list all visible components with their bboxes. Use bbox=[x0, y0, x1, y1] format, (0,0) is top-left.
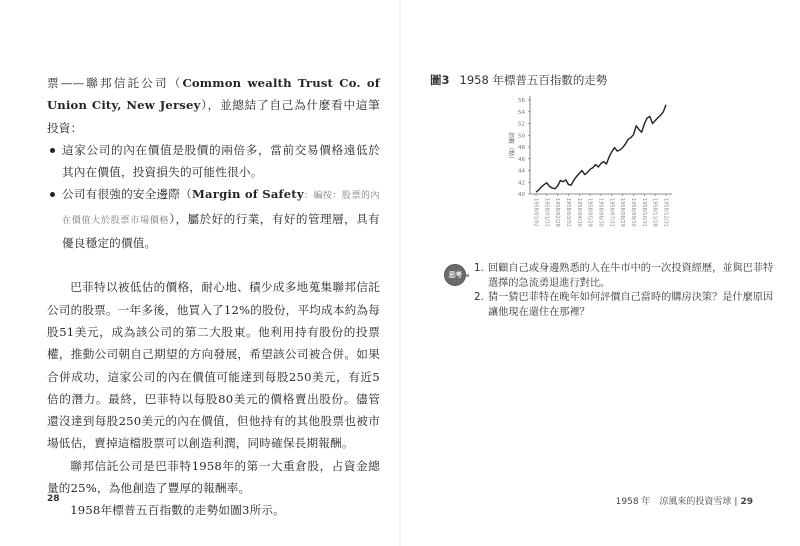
intro-text: 票——聯邦信託公司（ bbox=[47, 76, 183, 90]
question-text: 回顧自己或身邊熟悉的人在牛市中的一次投資經歷，並與巴菲特選擇的急流勇退進行對比。 bbox=[488, 263, 774, 289]
intro-paragraph bbox=[47, 72, 380, 139]
page-number-left: 28 bbox=[47, 494, 60, 504]
bullet-prefix: 公司有很強的安全邊際（ bbox=[62, 187, 193, 202]
y-axis-label: 指數（點） bbox=[507, 131, 514, 163]
intro-latin: Common wealth Trust Co. of Union City, New Jersey bbox=[47, 76, 380, 113]
think-badge-icon: 思考 bbox=[444, 264, 466, 286]
sp500-line bbox=[536, 105, 666, 193]
bullet-text: 這家公司的內在價值是股價的兩倍多，當前交易價格遠低於其內在價值，投資損失的可能性很小。 bbox=[62, 142, 380, 180]
y-tick-label: 54 bbox=[518, 109, 525, 116]
paragraph-gap bbox=[47, 254, 380, 276]
x-tick-label: 1958/11/28 bbox=[651, 198, 658, 227]
body-paragraph: 巴菲特以被低估的價格，耐心地、積少成多地蒐集聯邦信託公司的股票。一年多後，他買入了12%的股份，平均成本約為每股51美元，成為該公司的第二大股東。他利用持有股份的投票權，推動公司朝自己期望的方向發展，希望該公司被合併。如果合併成功，這家公司的內在價值可能達到每股250美元，有近5倍的潛力。最終，巴菲特以每股80美元的價格賣出股份。儘管還沒達到每股250美元的內在價值，但他持有的其他股票也被市場低估，賣掉這檔股票可以創造利潤，同時確保長期報酬。 bbox=[47, 280, 381, 451]
x-tick-label: 1958/02/28 bbox=[554, 198, 561, 227]
x-tick-label: 1958/03/31 bbox=[565, 198, 571, 227]
question-text: 猜一猜巴菲特在晚年如何評價自己當時的購房決策？是什麼原因讓他現在還住在那裡？ bbox=[488, 292, 774, 318]
figure-number: 圖3 bbox=[430, 73, 450, 87]
think-questions bbox=[474, 262, 774, 320]
x-tick-label: 1958/06/30 bbox=[597, 198, 604, 227]
sp500-line-chart bbox=[500, 92, 680, 252]
bullet-latin: Margin of Safety bbox=[192, 187, 304, 202]
body-paragraph: 1958年標普五百指數的走勢如圖3所示。 bbox=[70, 503, 285, 518]
y-tick-label: 46 bbox=[518, 156, 525, 163]
intro-tail: ），並總結了自己為什麼看中這筆投資： bbox=[47, 98, 380, 135]
question-item bbox=[474, 291, 774, 320]
question-number: 2. bbox=[474, 292, 484, 303]
editor-note: ：編按：股票的內在價值大於股票市場價格 bbox=[62, 191, 380, 226]
x-tick-label: 1958/07/31 bbox=[608, 198, 615, 227]
y-tick-label: 40 bbox=[518, 192, 525, 198]
bullet-suffix: ），屬於好的行業，有好的管理層，具有優良穩定的價值。 bbox=[62, 211, 380, 251]
left-page-body bbox=[47, 72, 380, 522]
body-paragraph: 聯邦信託公司是巴菲特1958年的第一大重倉股，占資金總量的25%，為他創造了豐厚的報酬率。 bbox=[47, 458, 380, 496]
footer-separator: | bbox=[734, 497, 738, 507]
x-tick-label: 1958/10/31 bbox=[640, 198, 647, 227]
bullet-item bbox=[47, 139, 380, 184]
x-tick-label: 1958/01/02 bbox=[532, 198, 539, 227]
figure-caption bbox=[430, 72, 607, 88]
chapter-title: 1958 年 涼風來的投資雪球 bbox=[615, 497, 732, 507]
x-tick-label: 1958/12/31 bbox=[662, 198, 669, 227]
y-tick-label: 44 bbox=[518, 168, 525, 175]
y-tick-label: 42 bbox=[518, 180, 525, 187]
question-number: 1. bbox=[474, 263, 484, 274]
x-tick-label: 1958/05/29 bbox=[586, 198, 593, 227]
y-tick-label: 56 bbox=[518, 98, 525, 104]
right-page bbox=[400, 0, 800, 546]
bullet-item bbox=[47, 183, 380, 254]
reasons-list bbox=[47, 139, 380, 254]
page-number-right: 29 bbox=[740, 497, 753, 507]
y-tick-label: 50 bbox=[518, 133, 525, 140]
x-tick-label: 1958/09/30 bbox=[630, 198, 636, 227]
figure-title: 1958 年標普五百指數的走勢 bbox=[459, 73, 608, 87]
x-tick-label: 1958/08/29 bbox=[619, 198, 626, 227]
question-item bbox=[474, 262, 774, 291]
x-tick-label: 1958/01/31 bbox=[543, 198, 550, 227]
page-footer-right bbox=[616, 494, 753, 507]
y-tick-label: 52 bbox=[518, 121, 525, 128]
y-tick-label: 48 bbox=[518, 145, 525, 151]
x-tick-label: 1958/04/30 bbox=[575, 198, 582, 227]
